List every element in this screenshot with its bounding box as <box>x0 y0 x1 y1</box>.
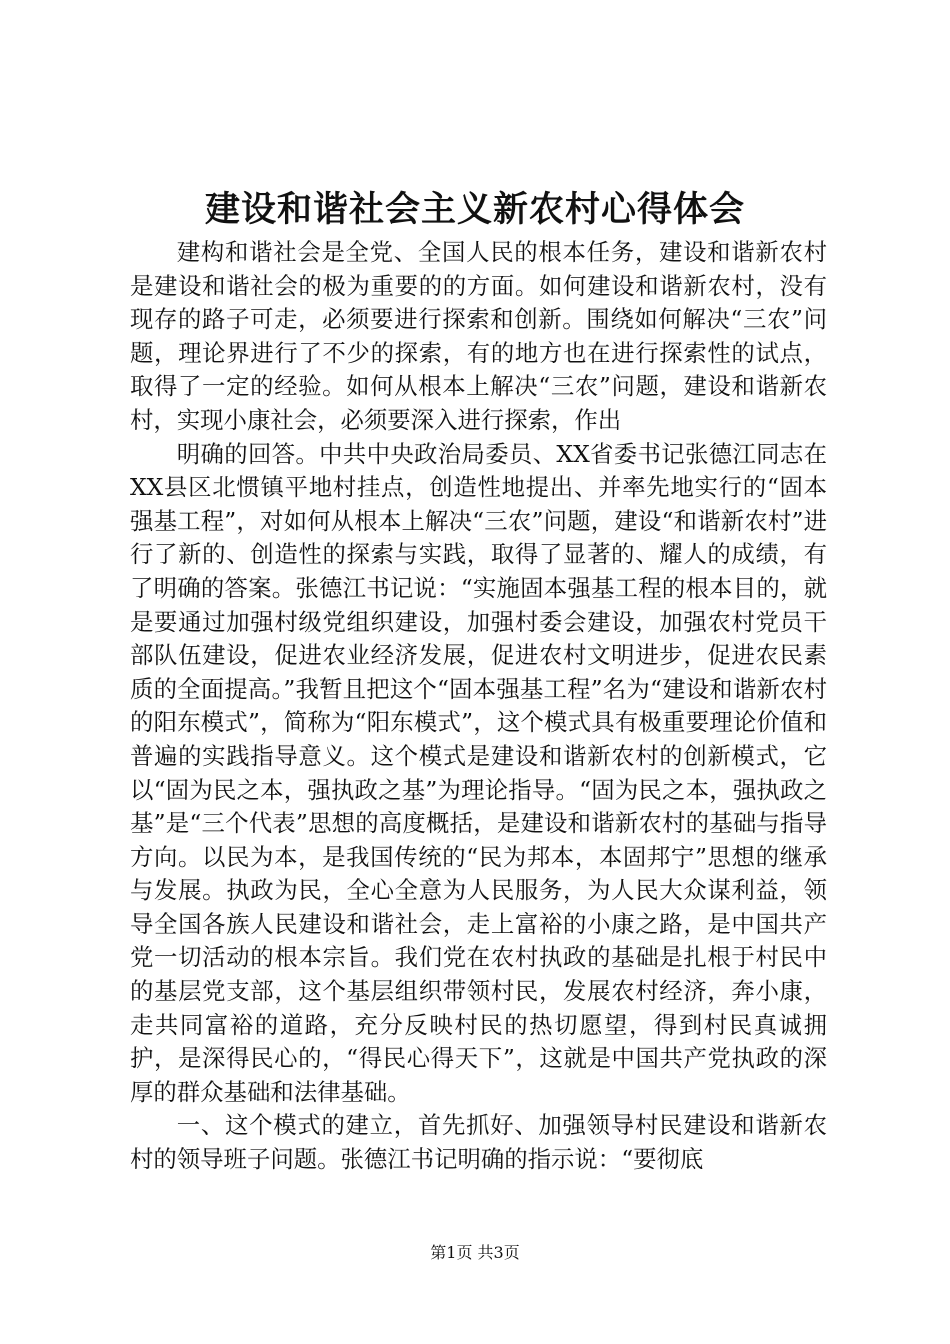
paragraph-intro: 建构和谐社会是全党、全国人民的根本任务，建设和谐新农村是建设和谐社会的极为重要的的方面。如何建设和谐新农村，没有现存的路子可走，必须要进行探索和创新。围绕如何解决“三农”问题，理论界进行了不少的探索，有的地方也在进行探索性的试点，取得了一定的经验。如何从根本上解决“三农”问题，建设和谐新农村，实现小康社会，必须要深入进行探索，作出 <box>130 238 827 434</box>
paragraph-model: 明确的回答。中共中央政治局委员、XX省委书记张德江同志在XX县区北惯镇平地村挂点，创造性地提出、并率先地实行的“固本强基工程”，对如何从根本上解决“三农”问题，建设“和谐新农村”进行了新的、创造性的探索与实践，取得了显著的、耀人的成绩，有了明确的答案。张德江书记说：“实施固本强基工程的根本目的，就是要通过加强村级党组织建设，加强村委会建设，加强农村党员干部队伍建设，促进农业经济发展，促进农村文明进步，促进农民素质的全面提高。”我暂且把这个“固本强基工程”名为“建设和谐新农村的阳东模式”，简称为“阳东模式”，这个模式具有极重要理论价值和普遍的实践指导意义。这个模式是建设和谐新农村的创新模式，它以“固为民之本，强执政之基”为理论指导。“固为民之本，强执政之基”是“三个代表”思想的高度概括，是建设和谐新农村的基础与指导方向。以民为本，是我国传统的“民为邦本，本固邦宁”思想的继承与发展。执政为民，全心全意为人民服务，为人民大众谋利益，领导全国各族人民建设和谐社会，走上富裕的小康之路，是中国共产党一切活动的根本宗旨。我们党在农村执政的基础是扎根于村民中的基层党支部，这个基层组织带领村民，发展农村经济，奔小康，走共同富裕的道路，充分反映村民的热切愿望，得到村民真诚拥护，是深得民心的，“得民心得天下”，这就是中国共产党执政的深厚的群众基础和法律基础。 <box>130 439 827 1106</box>
page-number-footer: 第1页 共3页 <box>430 1243 520 1262</box>
document-title: 建设和谐社会主义新农村心得体会 <box>204 189 745 230</box>
paragraph-section-one: 一、这个模式的建立，首先抓好、加强领导村民建设和谐新农村的领导班子问题。张德江书记明确的指示说：“要彻底 <box>130 1111 827 1174</box>
document-body <box>130 236 827 1177</box>
